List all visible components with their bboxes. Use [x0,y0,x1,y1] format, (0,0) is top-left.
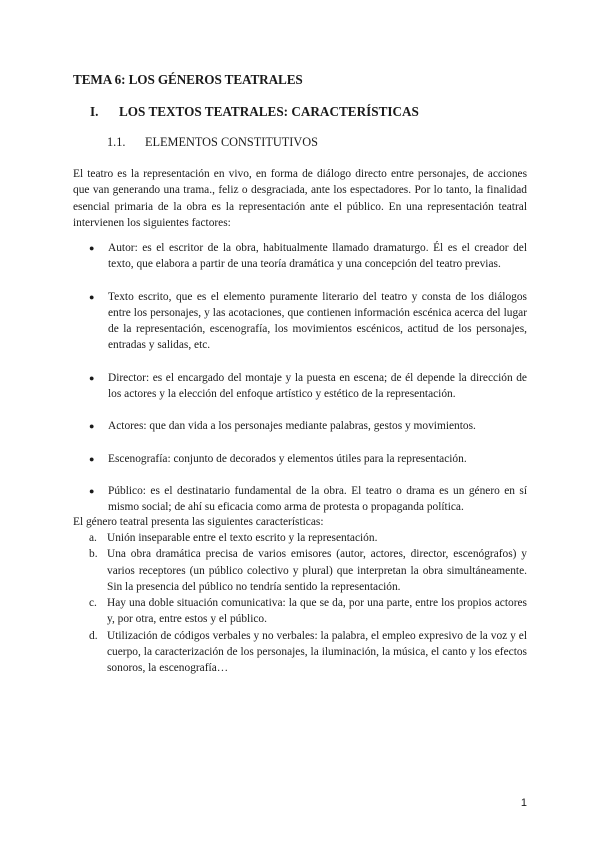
characteristics-list [73,530,527,677]
list-marker: d. [89,629,98,642]
page-number: 1 [520,797,527,809]
list-item: c. Hay una doble situación comunicativa: la que se da, por una parte, entre los propios actores y, por otra, entre estos y el público. [89,597,527,626]
list-item: ● Público: es el destinatario fundamental de la obra. El teatro o drama es un género en sí mismo social; de ahí su eficacia como arma de protesta o propaganda política. [89,484,527,514]
list-marker: b. [89,548,98,561]
bullet-icon: ● [89,372,95,383]
list-marker: a. [89,532,97,544]
bullet-icon: ● [89,485,95,496]
list-item: d. Utilización de códigos verbales y no verbales: la palabra, el empleo expresivo de la voz y el cuerpo, la caracterización de los personajes, la iluminación, la música, el canto y los efectos sonoros, la escenografía… [89,629,527,675]
list-item: b. Una obra dramática precisa de varios emisores (autor, actores, director, escenógrafos) y varios receptores (un público colectivo y plural) que interpretan la obra simultáneamente. Sin la presencia del público no tendría sentido la representación. [89,548,527,593]
subsection-label: ELEMENTOS CONSTITUTIVOS [145,135,318,149]
intro-paragraph: El teatro es la representación en vivo, en forma de diálogo directo entre personajes, de acciones que van generando una trama., feliz o desgraciada, ante los espectadores. Por lo tanto, la finalidad esencial primaria de la obra es la representación ante el público. En una representación teatral intervienen los siguientes factores: [73,168,527,229]
list-item: ● Director: es el encargado del montaje y la puesta en escena; de él depende la dirección de los actores y la elección del enfoque artístico y estético de la representación. [89,371,527,401]
bullet-icon: ● [89,243,95,253]
list-marker: c. [89,597,97,610]
factors-list [73,240,527,532]
section-heading [90,104,419,120]
section-number: I. [90,104,99,119]
document-title: TEMA 6: LOS GÉNEROS TEATRALES [73,72,303,87]
list-item: a. Unión inseparable entre el texto escrito y la representación. [73,530,527,546]
list-item: ● Escenografía: conjunto de decorados y elementos útiles para la representación. [73,451,527,467]
genre-intro-paragraph: El género teatral presenta las siguientes características: [73,516,324,528]
list-item: ● Actores: que dan vida a los personajes mediante palabras, gestos y movimientos. [73,418,527,434]
bullet-icon: ● [89,421,95,432]
subsection-number: 1.1. [107,135,126,149]
list-item: ● Texto escrito, que es el elemento puramente literario del teatro y consta de los diálogos entre los personajes, y las acotaciones, que contienen información escénica acerca del lugar de la representación, escenografía, los movimientos escénicos, actitud de los personajes, entradas y salidas, etc. [89,290,527,352]
bullet-icon: ● [89,453,95,464]
bullet-icon: ● [89,291,95,302]
subsection-heading [107,135,318,150]
section-label: LOS TEXTOS TEATRALES: CARACTERÍSTICAS [119,104,419,119]
list-item: ● Autor: es el escritor de la obra, habitualmente llamado dramaturgo. Él es el creador del texto, que elabora a partir de una teoría dramática y una concepción del teatro previas. [89,242,527,271]
